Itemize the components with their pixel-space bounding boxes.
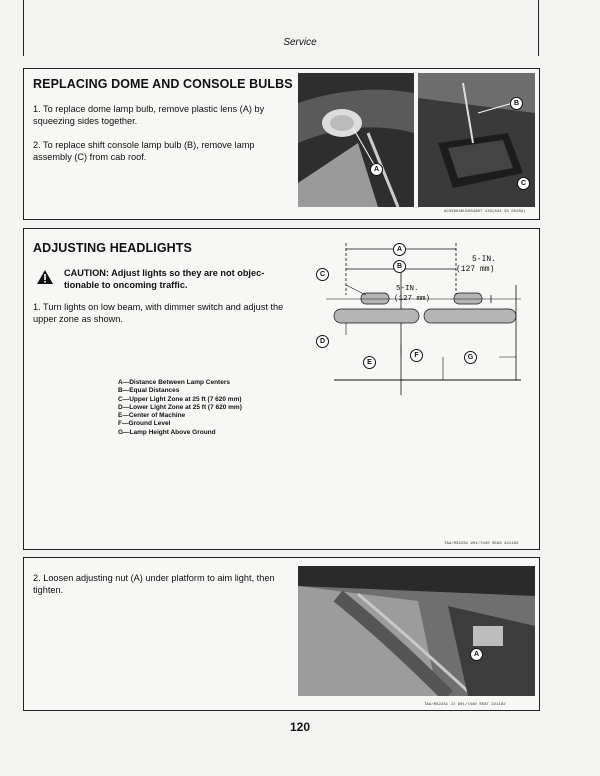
callout-a: A bbox=[470, 648, 483, 661]
callout-c: C bbox=[517, 177, 530, 190]
console-lamp-photo bbox=[418, 73, 535, 207]
adjusting-nut-photo bbox=[298, 566, 535, 696]
callout-b: B bbox=[510, 97, 523, 110]
section-title: REPLACING DOME AND CONSOLE BULBS bbox=[33, 77, 293, 91]
step-2-text: 2. Loosen adjusting nut (A) under platform to aim light, then tighten. bbox=[33, 573, 275, 595]
caution-triangle-icon bbox=[36, 269, 54, 285]
legend-item: B—Equal Distances bbox=[118, 387, 180, 395]
figure-code: ACUX9946U1D04807 13S(834 33 09189) bbox=[444, 210, 526, 214]
section-title: ADJUSTING HEADLIGHTS bbox=[33, 241, 192, 255]
figure-code: TAA/RS2231 JJ 901/7440 SEAT 221182 bbox=[424, 703, 506, 707]
callout-a: A bbox=[370, 163, 383, 176]
diagram-callout-f: F bbox=[410, 349, 423, 362]
diagram-callout-c: C bbox=[316, 268, 329, 281]
legend-item: D—Lower Light Zone at 25 ft (7 620 mm) bbox=[118, 403, 242, 411]
dim-right-in: 5-IN. bbox=[472, 255, 497, 264]
step-1-text: 1. Turn lights on low beam, with dimmer switch and adjust the upper zone as shown. bbox=[33, 302, 284, 324]
diagram-callout-e: E bbox=[363, 356, 376, 369]
legend-item: C—Upper Light Zone at 25 ft (7 620 mm) bbox=[118, 395, 242, 403]
section-dome-console-bulbs bbox=[23, 68, 540, 220]
figure-code: TAA/RS2231 901/7440 SEAS 221182 bbox=[444, 542, 519, 546]
diagram-legend bbox=[118, 379, 242, 437]
page-number: 120 bbox=[289, 720, 311, 734]
legend-item: A—Distance Between Lamp Centers bbox=[118, 379, 230, 386]
legend-item: F—Ground Level bbox=[118, 420, 171, 428]
diagram-callout-d: D bbox=[316, 335, 329, 348]
step-2-text: 2. To replace shift console lamp bulb (B), remove lamp assembly (C) from cab roof. bbox=[33, 140, 255, 162]
section-adjusting-headlights bbox=[23, 228, 540, 550]
diagram-callout-a: A bbox=[393, 243, 406, 256]
diagram-callout-b: B bbox=[393, 260, 406, 273]
dim-mid-in: 5-IN. bbox=[396, 285, 419, 293]
caution-line-1: CAUTION: Adjust lights so they are not objec- bbox=[64, 268, 265, 278]
headlight-aim-diagram bbox=[306, 235, 536, 395]
dome-lamp-photo bbox=[298, 73, 414, 207]
caution-line-2: tionable to oncoming traffic. bbox=[64, 280, 188, 290]
legend-item: G—Lamp Height Above Ground bbox=[118, 428, 216, 436]
dim-right-mm: (127 mm) bbox=[456, 265, 495, 274]
legend-item: E—Center of Machine bbox=[118, 412, 186, 420]
dim-mid-mm: (127 mm) bbox=[394, 295, 431, 303]
diagram-callout-g: G bbox=[464, 351, 477, 364]
section-adjusting-nut bbox=[23, 557, 540, 711]
page-header: Service bbox=[283, 37, 317, 48]
step-1-text: 1. To replace dome lamp bulb, remove plastic lens (A) by squeezing sides together. bbox=[33, 104, 265, 126]
